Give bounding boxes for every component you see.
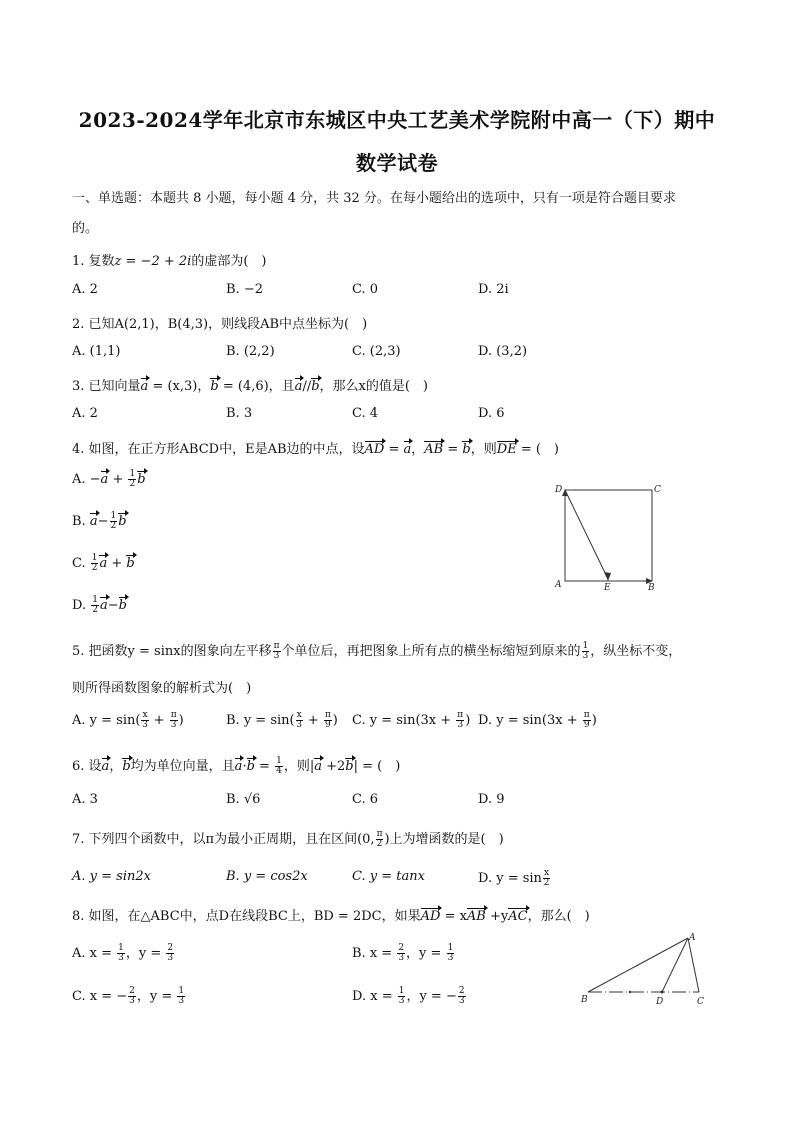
q3-option-b: B. 3 xyxy=(226,406,253,421)
q6-option-a: A. 3 xyxy=(72,792,98,807)
q7-option-a: A. y = sin2x xyxy=(72,869,151,884)
segment-ba xyxy=(588,938,688,992)
q7-option-b: B. y = cos2x xyxy=(226,869,308,884)
q6-option-b: B. √6 xyxy=(226,792,261,807)
point-mid xyxy=(629,991,631,993)
question-7: 7. 下列四个函数中，以π为最小正周期，且在区间(0, $\frac{\pi}{2}$ )上为增函数的是( ) xyxy=(72,829,504,849)
q4-option-a: A. −a + $\frac{1}{2}$ b xyxy=(72,469,146,489)
q4-option-d: D. $\frac{1}{2}$ a−b xyxy=(72,595,127,615)
segment-ac xyxy=(688,938,699,992)
q6-option-d: D. 9 xyxy=(478,792,505,807)
q1-option-b: B. −2 xyxy=(226,282,263,297)
q4-option-c: C. $\frac{1}{2}$ a + b xyxy=(72,553,135,573)
question-1: 1. 复数z = −2 + 2i的虚部为( ) xyxy=(72,254,267,269)
q8-option-b: B. x = $\frac{2}{3}$ ，y = $\frac{1}{3}$ xyxy=(352,943,454,963)
q5-option-a: A. y = sin( $\frac{x}{3}$ + $\frac{\pi}{3}$ ) xyxy=(72,710,184,730)
q8-option-a: A. x = $\frac{1}{3}$ ，y = $\frac{2}{3}$ xyxy=(72,943,174,963)
q3-option-d: D. 6 xyxy=(478,406,505,421)
question-8: 8. 如图，在△ABC中，点D在线段BC上，BD = 2DC，如果AD = xAB +yAC，那么( ) xyxy=(72,909,590,924)
arrow-de xyxy=(604,572,611,581)
label-c: C xyxy=(697,997,704,1007)
label-e: E xyxy=(604,583,611,593)
square-outline xyxy=(565,490,652,581)
q7-option-d: D. y = sin $\frac{x}{2}$ xyxy=(478,868,550,888)
q2-option-c: C. (2,3) xyxy=(352,344,401,359)
q2-option-a: A. (1,1) xyxy=(72,344,121,359)
segment-ad xyxy=(662,938,688,992)
question-4: 4. 如图，在正方形ABCD中，E是AB边的中点，设AD = a，AB = b，则DE = ( ) xyxy=(72,442,559,457)
page-subtitle: 数学试卷 xyxy=(356,151,438,175)
section-heading-cont: 的。 xyxy=(72,221,99,236)
question-2: 2. 已知A(2,1)，B(4,3)，则线段AB中点坐标为( ) xyxy=(72,317,368,332)
q5-option-c: C. y = sin(3x + $\frac{\pi}{3}$ ) xyxy=(352,710,471,730)
triangle-figure xyxy=(578,928,713,1010)
q5-option-d: D. y = sin(3x + $\frac{\pi}{9}$ ) xyxy=(478,710,597,730)
label-b: B xyxy=(581,995,588,1005)
page-title: 2023-2024学年北京市东城区中央工艺美术学院附中高一（下）期中 xyxy=(78,108,716,132)
segment-de xyxy=(565,490,608,579)
q1-option-c: C. 0 xyxy=(352,282,379,297)
q8-option-c: C. x = − $\frac{2}{3}$ ，y = $\frac{1}{3}$ xyxy=(72,986,185,1006)
q4-option-b: B. a− $\frac{1}{2}$ b xyxy=(72,511,127,531)
square-figure xyxy=(550,480,670,594)
q3-option-c: C. 4 xyxy=(352,406,379,421)
q2-option-b: B. (2,2) xyxy=(226,344,275,359)
label-b: B xyxy=(648,583,655,593)
question-5-cont: 则所得函数图象的解析式为( ) xyxy=(72,681,252,696)
question-6: 6. 设a，b均为单位向量，且a·b = $\frac{1}{4}$ ，则|a +2b| = ( ) xyxy=(72,756,401,776)
question-3: 3. 已知向量a = (x,3)，b = (4,6)，且a//b，那么x的值是( ) xyxy=(72,379,429,394)
q1-option-d: D. 2i xyxy=(478,282,509,297)
q8-option-d: D. x = $\frac{1}{3}$ ，y = − $\frac{2}{3}$ xyxy=(352,986,465,1006)
section-heading: 一、单选题：本题共 8 小题，每小题 4 分，共 32 分。在每小题给出的选项中，只有一项是符合题目要求 xyxy=(72,191,676,206)
label-d: D xyxy=(656,997,664,1007)
q6-option-c: C. 6 xyxy=(352,792,379,807)
q3-option-a: A. 2 xyxy=(72,406,98,421)
label-c: C xyxy=(654,485,661,495)
q5-option-b: B. y = sin( $\frac{x}{3}$ + $\frac{\pi}{9}$ ) xyxy=(226,710,338,730)
q1-option-a: A. 2 xyxy=(72,282,98,297)
label-a: A xyxy=(689,933,696,943)
point-d xyxy=(661,991,664,994)
q2-option-d: D. (3,2) xyxy=(478,344,528,359)
label-d: D xyxy=(555,485,563,495)
label-a: A xyxy=(555,580,562,590)
q7-option-c: C. y = tanx xyxy=(352,869,425,884)
question-5: 5. 把函数y = sinx的图象向左平移 $\frac{\pi}{3}$ 个单位后，再把图象上所有点的横坐标缩短到原来的 $\frac{1}{3}$ ，纵坐标不变， xyxy=(72,641,682,661)
